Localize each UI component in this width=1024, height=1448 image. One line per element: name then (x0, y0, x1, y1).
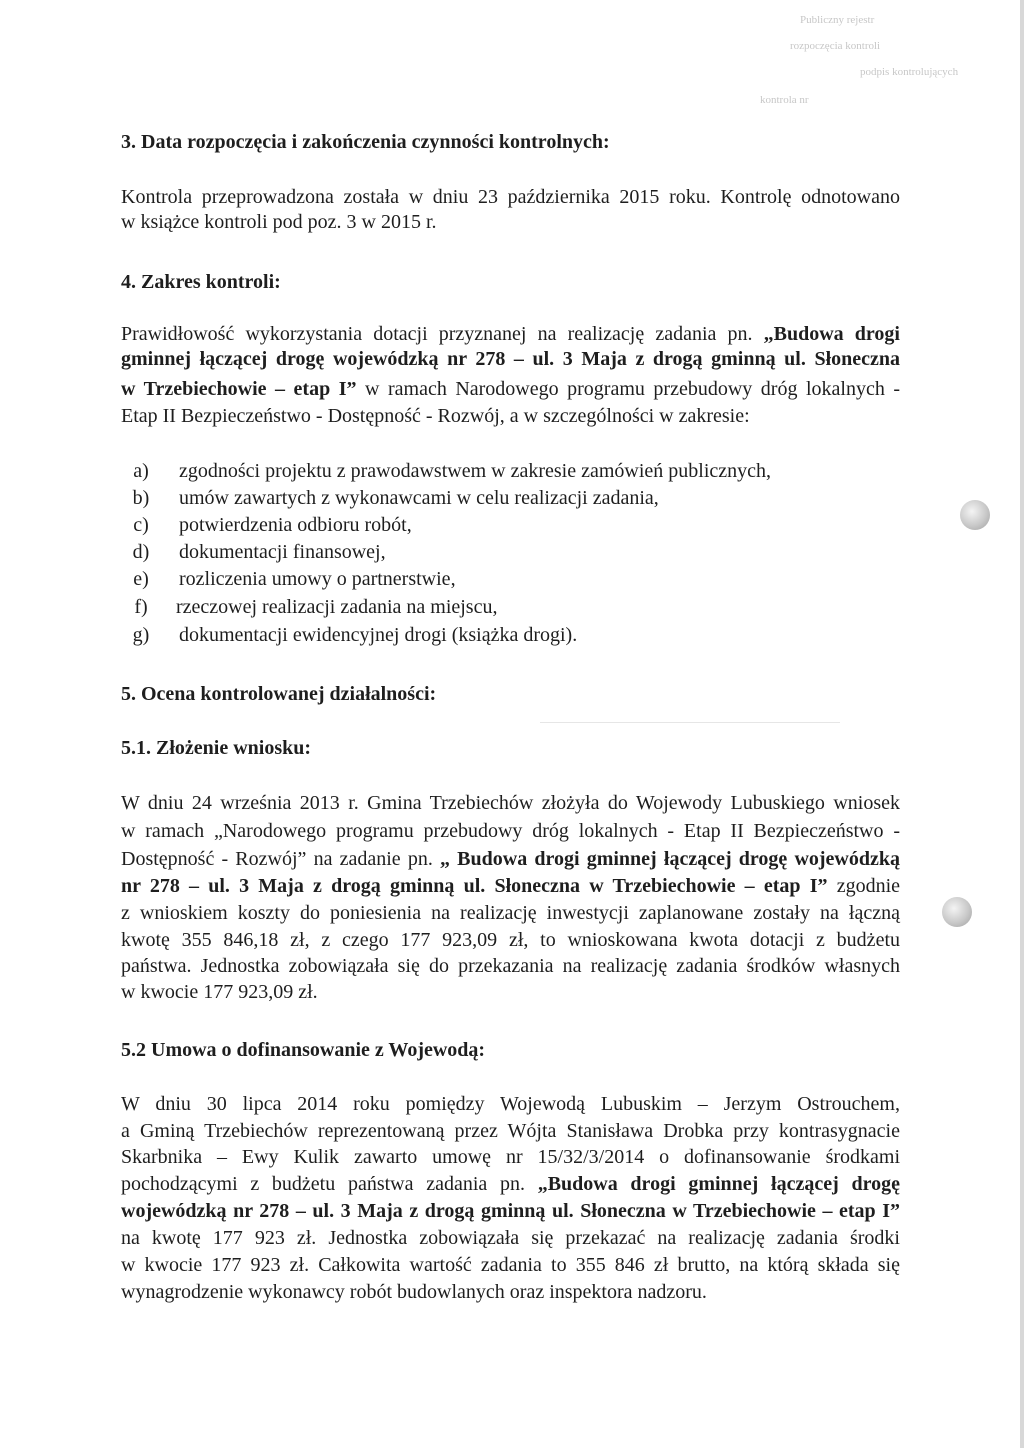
punch-hole-icon (942, 897, 972, 927)
section-4-line (121, 377, 900, 402)
section-5-1-line: państwa. Jednostka zobowiązała się do przekazania na realizację zadania środków własnych (121, 955, 900, 977)
section-5-2-line: a Gminą Trzebiechów reprezentowaną przez Wójta Stanisława Drobka przy kontrasygnacie (121, 1120, 900, 1142)
list-item-text: zgodności projektu z prawodawstwem w zakresie zamówień publicznych, (179, 460, 772, 482)
section-5-1-line: z wnioskiem koszty do poniesienia na realizację inwestycji zaplanowane zostały na łączną (121, 902, 900, 924)
task-name-bold: „Budowa drogi gminnej łączącej drogę (537, 1173, 900, 1195)
section-5-2-line: Skarbnika – Ewy Kulik zawarto umowę nr 15/32/3/2014 o dofinansowanie środkami (121, 1146, 900, 1168)
bleed-through-text: kontrola nr (760, 94, 809, 106)
section-5-1-line: W dniu 24 września 2013 r. Gmina Trzebiechów złożyła do Wojewody Lubuskiego wniosek (121, 792, 900, 814)
section-5-2-line: W dniu 30 lipca 2014 roku pomiędzy Wojewodą Lubuskim – Jerzym Ostrouchem, (121, 1093, 900, 1115)
section-5-1-heading: 5.1. Złożenie wniosku: (121, 737, 312, 759)
section-5-2-line: wynagrodzenie wykonawcy robót budowlanych oraz inspektora nadzoru. (121, 1281, 707, 1303)
bleed-through-text: Publiczny rejestr (800, 14, 875, 26)
section-5-1-line (121, 874, 900, 899)
list-marker: d) (132, 541, 150, 563)
list-item-text: umów zawartych z wykonawcami w celu realizacji zadania, (179, 487, 659, 509)
page-edge (1020, 0, 1024, 1448)
list-marker: c) (133, 514, 149, 536)
task-name-bold: „Budowa drogi (763, 323, 900, 345)
list-marker: b) (132, 487, 150, 509)
section-4-line: gminnej łączącej drogę wojewódzką nr 278 – ul. 3 Maja z drogą gminną ul. Słoneczna (121, 348, 900, 370)
section-5-heading: 5. Ocena kontrolowanej działalności: (121, 683, 437, 705)
section-4-line: Etap II Bezpieczeństwo - Dostępność - Rozwój, a w szczególności w zakresie: (121, 405, 750, 427)
list-marker: f) (134, 596, 148, 618)
section-3-line: w książce kontroli pod poz. 3 w 2015 r. (121, 211, 437, 233)
section-5-1-line: w kwocie 177 923,09 zł. (121, 981, 318, 1003)
list-item-text: dokumentacji ewidencyjnej drogi (książka drogi). (179, 624, 578, 646)
task-name-bold: „ Budowa drogi gminnej łączącej drogę wojewódzką (440, 848, 900, 870)
section-5-1-line: kwotę 355 846,18 zł, z czego 177 923,09 zł, to wnioskowana kwota dotacji z budżetu (121, 929, 900, 951)
task-name-bold: nr 278 – ul. 3 Maja z drogą gminną ul. Słoneczna w Trzebiechowie – etap I” (121, 875, 828, 897)
section-5-1-line (121, 847, 900, 872)
list-item-text: potwierdzenia odbioru robót, (179, 514, 412, 536)
section-5-2-line: na kwotę 177 923 zł. Jednostka zobowiązała się przekazać na realizację zadania środki (121, 1227, 900, 1249)
section-3-line: Kontrola przeprowadzona została w dniu 23 października 2015 roku. Kontrolę odnotowano (121, 186, 900, 208)
text-run: Prawidłowość wykorzystania dotacji przyznanej na realizację zadania pn. (121, 323, 764, 345)
section-5-2-line (121, 1172, 900, 1197)
section-5-2-heading: 5.2 Umowa o dofinansowanie z Wojewodą: (121, 1039, 486, 1061)
text-run: zgodnie (827, 875, 901, 897)
bleed-through-text: podpis kontrolujących (860, 66, 959, 78)
section-3-heading: 3. Data rozpoczęcia i zakończenia czynności kontrolnych: (121, 131, 610, 153)
text-run: w ramach Narodowego programu przebudowy dróg lokalnych - (356, 378, 900, 400)
section-5-1-line: w ramach „Narodowego programu przebudowy dróg lokalnych - Etap II Bezpieczeństwo - (121, 820, 900, 842)
list-marker: e) (133, 568, 149, 590)
list-item-text: rzeczowej realizacji zadania na miejscu, (176, 596, 498, 618)
text-run: Dostępność - Rozwój” na zadanie pn. (121, 848, 440, 870)
section-5-2-line: wojewódzką nr 278 – ul. 3 Maja z drogą gminną ul. Słoneczna w Trzebiechowie – etap I” (121, 1200, 900, 1222)
section-4-line (121, 322, 900, 347)
section-4-heading: 4. Zakres kontroli: (121, 271, 281, 293)
section-5-2-line: w kwocie 177 923 zł. Całkowita wartość zadania to 355 846 zł brutto, na którą składa się (121, 1254, 900, 1276)
punch-hole-icon (960, 500, 990, 530)
text-run: pochodzącymi z budżetu państwa zadania pn. (121, 1173, 538, 1195)
list-item-text: dokumentacji finansowej, (179, 541, 386, 563)
list-marker: g) (132, 624, 150, 646)
faint-scan-line (540, 722, 840, 723)
bleed-through-text: rozpoczęcia kontroli (790, 40, 881, 52)
list-marker: a) (133, 460, 149, 482)
task-name-bold: w Trzebiechowie – etap I” (121, 378, 357, 400)
list-item-text: rozliczenia umowy o partnerstwie, (179, 568, 456, 590)
